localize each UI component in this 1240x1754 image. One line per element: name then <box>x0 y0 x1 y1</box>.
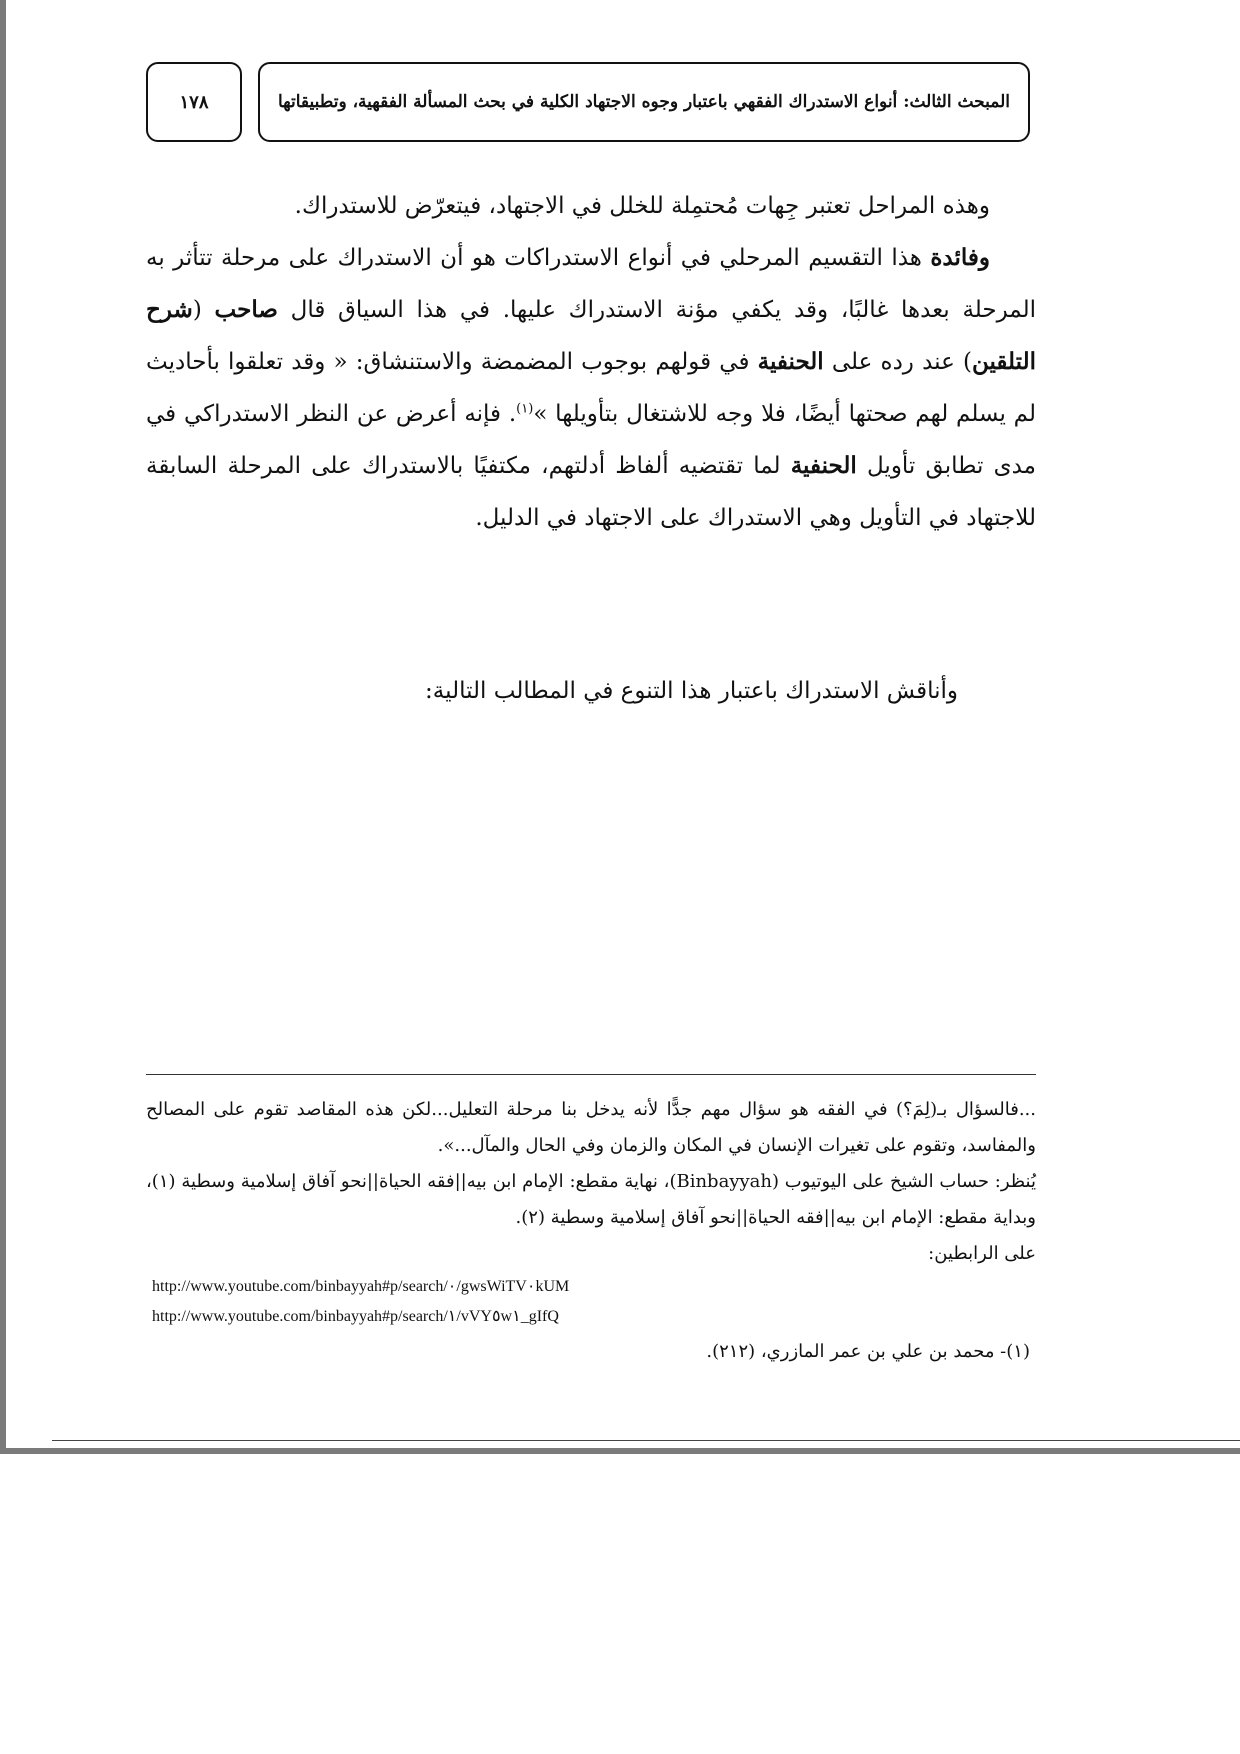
footnote-url-2[interactable]: http://www.youtube.com/binbayyah#p/search/١/vVY٥w١_gIfQ <box>152 1308 559 1325</box>
footnote-continuation: ...فالسؤال بـ(لِمَ؟) في الفقه هو سؤال مهم جدًّا لأنه يدخل بنا مرحلة التعليل...لكن هذه المقاصد تقوم على المصالح والمفاسد، وتقوم على تغيرات الإنسان في المكان والزمان وفي الحال والمآل...». <box>146 1099 1036 1156</box>
bold-hanafiyya-2: الحنفية <box>790 452 857 479</box>
footnote-see-reference: يُنظر: حساب الشيخ على اليوتيوب (Binbayyah)، نهاية مقطع: الإمام ابن بيه||فقه الحياة||نحو آفاق إسلامية وسطية (١)، وبداية مقطع: الإمام ابن بيه||فقه الحياة||نحو آفاق إسلامية وسطية (٢). <box>146 1171 1036 1228</box>
header-title-text: المبحث الثالث: أنواع الاستدراك الفقهي باعتبار وجوه الاجتهاد الكلية في بحث المسألة الفقهية، وتطبيقاتها <box>277 92 1011 112</box>
page-frame-left <box>0 0 6 1452</box>
bold-author: صاحب <box>214 296 278 323</box>
footnote-url-1[interactable]: http://www.youtube.com/binbayyah#p/search/٠/gwsWiTV٠kUM <box>152 1278 570 1295</box>
footnotes-area <box>146 1092 1036 1372</box>
bold-book-title: شرح التلقين <box>146 296 1036 375</box>
page-frame-bottom-line <box>52 1440 1240 1441</box>
page-number: ١٧٨ <box>179 91 209 113</box>
page-number-box <box>146 62 242 142</box>
footnote-marker-1[interactable]: (١) <box>516 401 534 417</box>
main-body <box>146 180 1036 544</box>
paragraph-2: وفائدة هذا التقسيم المرحلي في أنواع الاستدراكات هو أن الاستدراك على مرحلة تتأثر به المرحلة بعدها غالبًا، وقد يكفي مؤنة الاستدراك عليها. في هذا السياق قال صاحب (شرح التلقين) عند رده على الحنفية في قولهم بوجوب المضمضة والاستنشاق: « وقد تعلقوا بأحاديث لم يسلم لهم صحتها أيضًا، فلا وجه للاشتغال بتأويلها »$^{(١)}$. فإنه أعرض عن النظر الاستدراكي في مدى تطابق تأويل الحنفية لما تقتضيه ألفاظ أدلتهم، مكتفيًا بالاستدراك على المرحلة السابقة للاجتهاد في التأويل وهي الاستدراك على الاجتهاد في الدليل. <box>146 244 1036 531</box>
closing-sentence: وأناقش الاستدراك باعتبار هذا التنوع في المطالب التالية: <box>425 678 958 704</box>
footnote-links-label: على الرابطين: <box>928 1243 1036 1264</box>
paragraph-1: وهذه المراحل تعتبر جِهات مُحتمِلة للخلل في الاجتهاد، فيتعرّض للاستدراك. <box>294 193 990 219</box>
footnote-1: (١)- محمد بن علي بن عمر المازري، (٢١٢). <box>706 1341 1030 1362</box>
bold-hanafiyya-1: الحنفية <box>757 348 824 375</box>
running-header-title <box>258 62 1030 142</box>
footnote-separator <box>146 1074 1036 1075</box>
bold-lead: وفائدة <box>930 244 990 271</box>
page-frame-bottom <box>0 1448 1240 1454</box>
